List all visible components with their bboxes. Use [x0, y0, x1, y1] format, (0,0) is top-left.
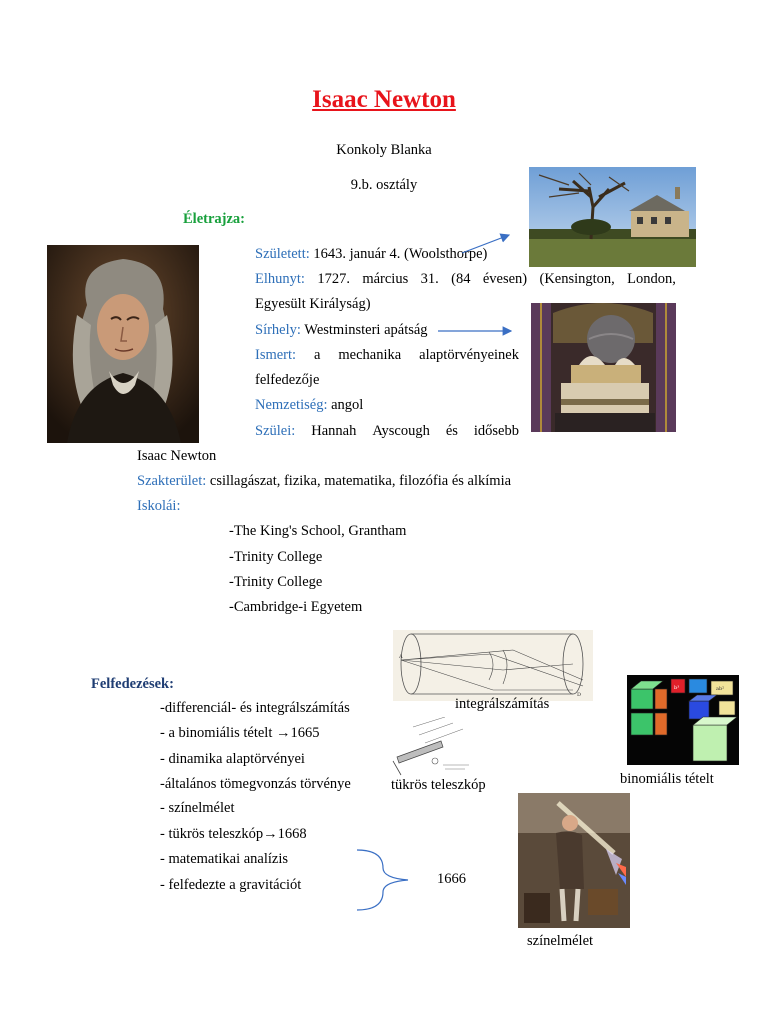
integral-diagram-image [393, 630, 593, 701]
svg-text:b³: b³ [674, 685, 680, 691]
known-word: alaptörvényeinek [419, 347, 519, 363]
parents-line-2: Isaac Newton [137, 448, 217, 464]
discovery-item: - felfedezte a gravitációt [160, 877, 302, 893]
grave-label: Sírhely: [255, 322, 301, 338]
discovery-item: - a binomiális tételt →1665 [160, 725, 320, 741]
color-theory-painting-image [518, 793, 630, 928]
discovery-item: - színelmélet [160, 800, 235, 816]
discovery-item: - dinamika alaptörvényei [160, 751, 305, 767]
arrow-to-house [462, 235, 509, 253]
field-value: csillagászat, fizika, matematika, filozófia és alkímia [209, 473, 512, 489]
schools-label: Iskolái: [137, 498, 181, 514]
discovery-item: - tükrös teleszkóp→1668 [160, 826, 307, 842]
born-value: 1643. január 4. (Woolsthorpe) [313, 246, 488, 262]
died-word: 31. [420, 271, 439, 287]
known-label: Ismert: [255, 347, 297, 363]
died-label: Elhunyt: [255, 271, 305, 287]
died-word: (Kensington, [539, 271, 615, 287]
known-word: a [314, 347, 321, 363]
parents-label: Szülei: [255, 423, 296, 439]
died-word: március [362, 271, 409, 287]
integral-caption: integrálszámítás [455, 696, 550, 712]
telescope-caption: tükrös teleszkóp [391, 777, 486, 793]
died-word: (84 [451, 271, 471, 287]
born-label: Született: [255, 246, 310, 262]
telescope-sketch-image [383, 717, 475, 779]
class-label: 9.b. osztály [350, 177, 418, 193]
svg-text:ab²: ab² [716, 686, 725, 692]
bio-heading: Életrajza: [183, 211, 245, 227]
nation-value: angol [331, 397, 364, 413]
school-item: -Trinity College [229, 549, 323, 565]
died-word: évesen) [482, 271, 528, 287]
parents-word: Ayscough [372, 423, 430, 439]
parents-word: és [445, 423, 458, 439]
nation-label: Nemzetiség: [255, 397, 328, 413]
school-item: -The King's School, Grantham [229, 523, 407, 539]
grave-value: Westminsteri apátság [304, 322, 428, 338]
author-name: Konkoly Blanka [336, 142, 432, 158]
discovery-item: -differenciál- és integrálszámítás [160, 700, 350, 716]
known-word: mechanika [338, 347, 402, 363]
school-item: -Trinity College [229, 574, 323, 590]
svg-text:A: A [399, 654, 403, 660]
died-word: 1727. [317, 271, 350, 287]
discovery-item: - matematikai analízis [160, 851, 289, 867]
discovery-item: -általános tömegvonzás törvénye [160, 776, 351, 792]
school-item: -Cambridge-i Egyetem [229, 599, 363, 615]
svg-text:D: D [577, 692, 582, 698]
parents-word: idősebb [473, 423, 519, 439]
binomial-cubes-image [627, 675, 739, 765]
page-title: Isaac Newton [312, 86, 456, 113]
binomial-caption: binomiális tételt [620, 771, 714, 787]
bracket-year: 1666 [437, 871, 466, 887]
color-theory-caption: színelmélet [527, 933, 594, 949]
curly-bracket [357, 850, 408, 910]
field-label: Szakterület: [137, 473, 207, 489]
died-word: London, [627, 271, 676, 287]
died-line-2: Egyesült Királyság) [255, 296, 371, 312]
discoveries-heading: Felfedezések: [91, 676, 174, 692]
parents-word: Hannah [311, 423, 357, 439]
known-line-2: felfedezője [255, 372, 320, 388]
